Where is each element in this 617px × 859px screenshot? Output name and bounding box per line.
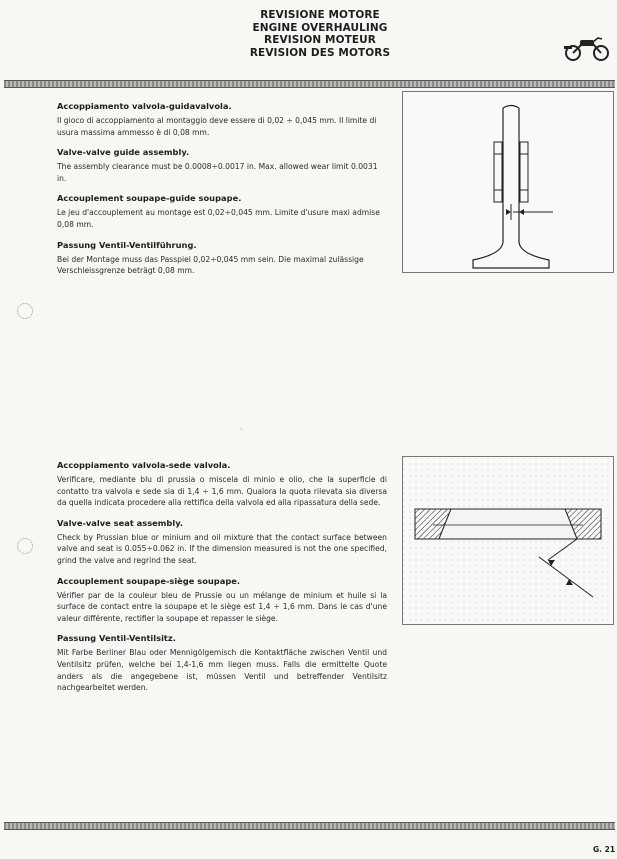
bottom-rule bbox=[4, 822, 615, 830]
section2-title-fr: Accouplement soupape-siège soupape. bbox=[57, 575, 241, 586]
scan-speck: · bbox=[240, 425, 243, 434]
section2-title-it: Accoppiamento valvola-sede valvola. bbox=[57, 460, 231, 470]
section1-title-it: Accoppiamento valvola-guidavalvola. bbox=[57, 101, 232, 111]
section1-text-de: Bei der Montage muss das Passpiel 0,02÷0,045 mm sein. Die maximal zulässige Verschleissgrenze beträgt 0,08 mm. bbox=[57, 254, 364, 276]
valve-seat-contact-diagram bbox=[402, 456, 614, 625]
section1-text-fr: Le jeu d'accouplement au montage est 0,02÷0,045 mm. Limite d'usure maxi admise 0,08 mm. bbox=[57, 208, 380, 229]
section2-text-de: Mit Farbe Berliner Blau oder Mennigölgemisch die Kontaktfläche zwischen Ventil und Ventilsitz prüfen, welche bei 1,4-1,6 mm liegen muss. Falls die ermittelte Quote anders als die angegebene ist, müssen Ventil und betreffender Ventilsitz nachgearbeitet werden. bbox=[57, 648, 387, 693]
binder-hole-mark bbox=[17, 538, 33, 554]
binder-hole-mark bbox=[17, 303, 33, 319]
section1-title-en: Valve-valve guide assembly. bbox=[57, 147, 190, 158]
header-line-4: REVISION DES MOTORS bbox=[249, 46, 391, 59]
valve-guide-section bbox=[57, 101, 389, 286]
section2-text-en: Check by Prussian blue or minium and oil mixture that the contact surface between valve and seat is 0.055÷0.062 in. If the dimension measured is not the one specified, grind the valve and regrind the seat. bbox=[57, 532, 387, 565]
header-line-1: REVISIONE MOTORE bbox=[260, 9, 380, 21]
page-number: G. 21 bbox=[593, 845, 616, 854]
section1-title-de: Passung Ventil-Ventilführung. bbox=[57, 239, 197, 250]
section1-title-fr: Accouplement soupape-guide soupape. bbox=[57, 193, 242, 204]
section2-text-it: Verificare, mediante blu di prussia o miscela di minio e olio, che la superficie di contatto tra valvola e sede sia di 1,4 ÷ 1,6 mm. Qualora la quota rilevata sia diversa da quella indicata procedere alla rettifica della valvola ed alla ripassatura della sede. bbox=[57, 475, 387, 508]
section2-title-de: Passung Ventil-Ventilsitz. bbox=[57, 633, 176, 644]
page-header bbox=[200, 9, 440, 59]
header-line-3: REVISION MOTEUR bbox=[264, 34, 376, 46]
section1-text-it: Il gioco di accoppiamento al montaggio deve essere di 0,02 ÷ 0,045 mm. Il limite di usura massima ammesso è di 0,08 mm. bbox=[57, 116, 377, 137]
section2-text-fr: Vérifier par de la couleur bleu de Prussie ou un mélange de minium et huile si la surface de contact entre la soupape et le siège est 1,4 ÷ 1,6 mm. Dans le cas d'une valeur différente, rectifier la soupape et repasser le siège. bbox=[57, 590, 387, 623]
header-line-2: ENGINE OVERHAULING bbox=[252, 21, 388, 34]
valve-seat-section bbox=[57, 460, 387, 703]
top-rule bbox=[4, 80, 615, 88]
motorcycle-logo-icon bbox=[562, 34, 612, 62]
section1-text-en: The assembly clearance must be 0.0008÷0.0017 in. Max. allowed wear limit 0.0031 in. bbox=[57, 162, 378, 183]
valve-guide-clearance-diagram bbox=[402, 91, 614, 273]
section2-title-en: Valve-valve seat assembly. bbox=[57, 517, 184, 528]
